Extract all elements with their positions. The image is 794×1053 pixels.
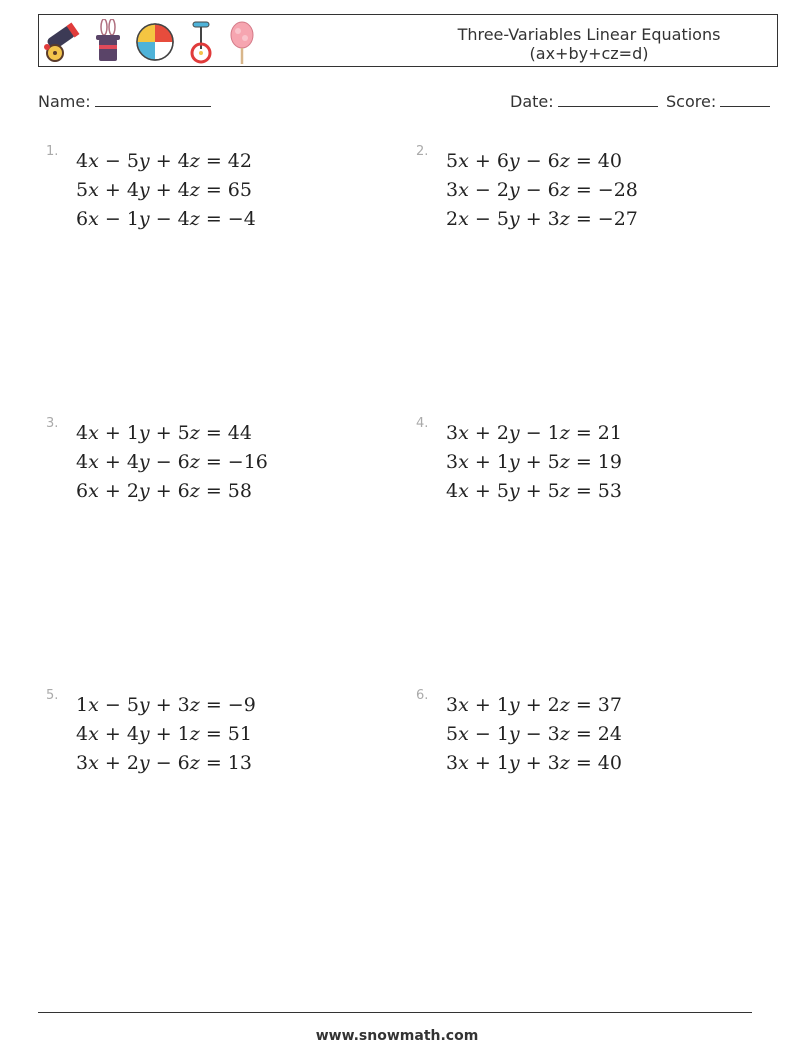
operator: +	[474, 752, 491, 774]
problem-3	[46, 416, 346, 536]
variable: y	[508, 451, 520, 473]
coefficient: 5	[547, 480, 560, 502]
variable: y	[138, 179, 150, 201]
operator: −	[474, 723, 491, 745]
variable: y	[138, 150, 150, 172]
rhs-value: −16	[227, 451, 268, 473]
equals-sign: =	[569, 480, 598, 502]
coefficient: 5	[496, 480, 509, 502]
unicycle-icon	[188, 19, 214, 65]
coefficient: 2	[496, 179, 509, 201]
variable: z	[559, 694, 570, 716]
operator: −	[104, 694, 121, 716]
problem-5	[46, 688, 346, 808]
coefficient: 1	[496, 752, 509, 774]
rhs-value: −27	[597, 208, 638, 230]
coefficient: 3	[446, 752, 459, 774]
variable: x	[458, 451, 469, 473]
coefficient: 5	[496, 208, 509, 230]
variable: z	[559, 422, 570, 444]
coefficient: 2	[547, 694, 560, 716]
coefficient: 5	[76, 179, 89, 201]
variable: x	[88, 208, 99, 230]
variable: z	[189, 723, 200, 745]
coefficient: 3	[177, 694, 190, 716]
problem-2	[416, 144, 716, 264]
equation	[446, 150, 622, 172]
rhs-value: 42	[227, 150, 252, 172]
variable: z	[189, 208, 200, 230]
coefficient: 6	[547, 179, 560, 201]
operator: +	[104, 422, 121, 444]
operator: +	[104, 480, 121, 502]
footer-divider	[38, 1012, 752, 1013]
equals-sign: =	[569, 451, 598, 473]
coefficient: 1	[547, 422, 560, 444]
operator: −	[155, 208, 172, 230]
operator: +	[155, 694, 172, 716]
coefficient: 4	[76, 451, 89, 473]
subtitle-text: (ax+by+cz=d)	[529, 44, 649, 63]
variable: z	[189, 480, 200, 502]
equation	[76, 150, 252, 172]
operator: +	[155, 480, 172, 502]
beach-ball-icon	[134, 19, 176, 65]
variable: x	[88, 752, 99, 774]
equals-sign: =	[199, 723, 228, 745]
name-label: Name:	[38, 92, 91, 111]
coefficient: 6	[547, 150, 560, 172]
equation	[76, 179, 252, 201]
operator: +	[525, 451, 542, 473]
equation	[76, 422, 252, 444]
rhs-value: 24	[597, 723, 622, 745]
variable: z	[559, 752, 570, 774]
variable: x	[458, 480, 469, 502]
operator: +	[474, 480, 491, 502]
equals-sign: =	[569, 752, 598, 774]
coefficient: 6	[177, 451, 190, 473]
coefficient: 3	[547, 208, 560, 230]
equals-sign: =	[569, 150, 598, 172]
rhs-value: 40	[597, 150, 622, 172]
variable: y	[138, 451, 150, 473]
coefficient: 1	[496, 694, 509, 716]
variable: z	[559, 208, 570, 230]
rhs-value: −9	[227, 694, 256, 716]
operator: −	[474, 179, 491, 201]
variable: z	[189, 179, 200, 201]
coefficient: 4	[126, 723, 139, 745]
date-label: Date:	[510, 92, 554, 111]
rhs-value: 58	[227, 480, 252, 502]
problem-number: 6.	[416, 688, 429, 703]
coefficient: 2	[446, 208, 459, 230]
variable: x	[458, 179, 469, 201]
coefficient: 4	[76, 150, 89, 172]
equals-sign: =	[199, 208, 228, 230]
variable: z	[559, 480, 570, 502]
operator: +	[525, 752, 542, 774]
name-field[interactable]	[38, 92, 211, 111]
operator: −	[525, 179, 542, 201]
variable: y	[138, 694, 150, 716]
coefficient: 5	[446, 723, 459, 745]
title-text: Three-Variables Linear Equations	[457, 25, 721, 44]
operator: −	[104, 208, 121, 230]
variable: x	[88, 480, 99, 502]
equation	[446, 451, 622, 473]
equals-sign: =	[199, 752, 228, 774]
equals-sign: =	[199, 150, 228, 172]
variable: y	[508, 752, 520, 774]
operator: +	[525, 694, 542, 716]
date-field[interactable]	[510, 92, 658, 111]
score-field[interactable]	[666, 92, 770, 111]
problem-number: 1.	[46, 144, 59, 159]
variable: y	[508, 422, 520, 444]
variable: z	[189, 694, 200, 716]
operator: +	[155, 150, 172, 172]
problem-number: 2.	[416, 144, 429, 159]
coefficient: 3	[446, 179, 459, 201]
coefficient: 1	[126, 208, 139, 230]
coefficient: 4	[177, 150, 190, 172]
operator: −	[525, 422, 542, 444]
variable: y	[138, 422, 150, 444]
variable: x	[88, 150, 99, 172]
variable: x	[88, 179, 99, 201]
coefficient: 3	[547, 723, 560, 745]
coefficient: 3	[547, 752, 560, 774]
variable: y	[508, 480, 520, 502]
variable: z	[189, 150, 200, 172]
problem-1	[46, 144, 346, 264]
rhs-value: 40	[597, 752, 622, 774]
coefficient: 2	[126, 480, 139, 502]
coefficient: 6	[177, 752, 190, 774]
coefficient: 5	[446, 150, 459, 172]
variable: y	[508, 208, 520, 230]
coefficient: 5	[547, 451, 560, 473]
variable: x	[458, 208, 469, 230]
operator: +	[474, 422, 491, 444]
equals-sign: =	[569, 422, 598, 444]
coefficient: 2	[496, 422, 509, 444]
magic-hat-rabbit-icon	[92, 19, 124, 65]
operator: +	[155, 723, 172, 745]
variable: x	[88, 694, 99, 716]
rhs-value: 21	[597, 422, 622, 444]
coefficient: 1	[76, 694, 89, 716]
equation	[446, 694, 622, 716]
coefficient: 5	[126, 150, 139, 172]
variable: x	[88, 451, 99, 473]
equals-sign: =	[199, 179, 228, 201]
score-label: Score:	[666, 92, 717, 111]
variable: y	[508, 723, 520, 745]
variable: z	[559, 723, 570, 745]
equation	[446, 422, 622, 444]
problem-number: 5.	[46, 688, 59, 703]
variable: x	[88, 723, 99, 745]
equation	[76, 208, 256, 230]
coefficient: 2	[126, 752, 139, 774]
variable: z	[189, 422, 200, 444]
coefficient: 4	[76, 723, 89, 745]
equals-sign: =	[199, 451, 228, 473]
rhs-value: 19	[597, 451, 622, 473]
problem-6	[416, 688, 716, 808]
variable: y	[138, 723, 150, 745]
variable: x	[88, 422, 99, 444]
variable: x	[458, 723, 469, 745]
variable: x	[458, 694, 469, 716]
rhs-value: 44	[227, 422, 252, 444]
coefficient: 6	[177, 480, 190, 502]
coefficient: 1	[496, 451, 509, 473]
variable: y	[508, 694, 520, 716]
equation	[446, 752, 622, 774]
equation	[76, 723, 252, 745]
coefficient: 4	[177, 179, 190, 201]
operator: +	[525, 480, 542, 502]
variable: z	[189, 451, 200, 473]
coefficient: 4	[76, 422, 89, 444]
coefficient: 6	[76, 208, 89, 230]
equation	[76, 451, 268, 473]
operator: −	[474, 208, 491, 230]
operator: +	[104, 451, 121, 473]
coefficient: 6	[496, 150, 509, 172]
coefficient: 4	[177, 208, 190, 230]
operator: +	[474, 451, 491, 473]
equals-sign: =	[569, 723, 598, 745]
operator: −	[155, 451, 172, 473]
operator: +	[525, 208, 542, 230]
rhs-value: 53	[597, 480, 622, 502]
variable: x	[458, 150, 469, 172]
equals-sign: =	[199, 694, 228, 716]
variable: z	[559, 179, 570, 201]
rhs-value: −4	[227, 208, 256, 230]
variable: y	[138, 208, 150, 230]
coefficient: 5	[126, 694, 139, 716]
rhs-value: 37	[597, 694, 622, 716]
coefficient: 1	[496, 723, 509, 745]
operator: +	[104, 179, 121, 201]
coefficient: 3	[446, 422, 459, 444]
operator: +	[155, 422, 172, 444]
variable: y	[138, 480, 150, 502]
rhs-value: 51	[227, 723, 252, 745]
operator: −	[525, 723, 542, 745]
operator: +	[474, 694, 491, 716]
worksheet-title	[419, 25, 759, 63]
coefficient: 3	[446, 451, 459, 473]
variable: z	[189, 752, 200, 774]
equals-sign: =	[199, 422, 228, 444]
variable: z	[559, 451, 570, 473]
equals-sign: =	[199, 480, 228, 502]
coefficient: 1	[177, 723, 190, 745]
operator: −	[104, 150, 121, 172]
coefficient: 6	[76, 480, 89, 502]
operator: +	[474, 150, 491, 172]
cannon-icon	[42, 19, 82, 65]
equals-sign: =	[569, 694, 598, 716]
variable: z	[559, 150, 570, 172]
problem-number: 4.	[416, 416, 429, 431]
coefficient: 3	[76, 752, 89, 774]
coefficient: 1	[126, 422, 139, 444]
variable: x	[458, 752, 469, 774]
equation	[446, 208, 638, 230]
equation	[76, 480, 252, 502]
variable: y	[138, 752, 150, 774]
operator: +	[104, 723, 121, 745]
equation	[76, 752, 252, 774]
coefficient: 4	[126, 179, 139, 201]
coefficient: 5	[177, 422, 190, 444]
variable: x	[458, 422, 469, 444]
equation	[446, 480, 622, 502]
rhs-value: 65	[227, 179, 252, 201]
coefficient: 4	[446, 480, 459, 502]
coefficient: 3	[446, 694, 459, 716]
score-blank[interactable]	[720, 92, 770, 107]
operator: +	[155, 179, 172, 201]
equation	[446, 179, 638, 201]
variable: y	[508, 150, 520, 172]
operator: −	[155, 752, 172, 774]
equation	[446, 723, 622, 745]
name-blank[interactable]	[95, 92, 211, 107]
problem-4	[416, 416, 716, 536]
cotton-candy-icon	[228, 19, 256, 65]
coefficient: 4	[126, 451, 139, 473]
equals-sign: =	[569, 208, 598, 230]
date-blank[interactable]	[558, 92, 658, 107]
worksheet-header	[38, 14, 778, 67]
rhs-value: 13	[227, 752, 252, 774]
footer-url: www.snowmath.com	[315, 1028, 479, 1044]
variable: y	[508, 179, 520, 201]
operator: −	[525, 150, 542, 172]
problem-number: 3.	[46, 416, 59, 431]
equals-sign: =	[569, 179, 598, 201]
rhs-value: −28	[597, 179, 638, 201]
operator: +	[104, 752, 121, 774]
equation	[76, 694, 256, 716]
